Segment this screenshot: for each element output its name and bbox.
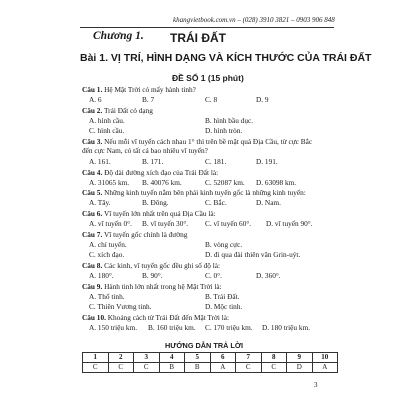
question-label: Câu 10. — [82, 313, 106, 322]
question-9 — [82, 282, 222, 291]
question-4-option-c: C. 52087 km. — [205, 178, 245, 187]
question-2-option-c: C. hình cầu. — [89, 126, 125, 135]
question-7-option-c: C. xích đạo. — [89, 250, 125, 259]
test-title: ĐỀ SỐ 1 (15 phút) — [172, 73, 244, 83]
question-4 — [82, 168, 218, 177]
question-10-option-c: C. 170 triệu km. — [205, 323, 253, 332]
question-3-option-c: C. 181. — [205, 157, 227, 166]
question-label: Câu 7. — [82, 230, 103, 239]
page-header: khangvietbook.com.vn – (028) 3910 3821 – 0903 906 848 — [173, 16, 335, 24]
answer-value: D — [287, 363, 313, 373]
question-2 — [82, 106, 153, 115]
question-label: Câu 6. — [82, 209, 103, 218]
question-8-option-a: A. 180°. — [89, 271, 114, 280]
question-2-option-d: D. hình tròn. — [205, 126, 243, 135]
question-1-option-a: A. 6 — [89, 95, 102, 104]
question-5-option-d: D. Nam. — [256, 198, 281, 207]
question-label: Câu 1. — [82, 85, 103, 94]
lesson-title: Bài 1. VỊ TRÍ, HÌNH DẠNG VÀ KÍCH THƯỚC CỦA TRÁI ĐẤT — [80, 52, 372, 64]
answer-number: 1 — [83, 353, 109, 363]
question-label: Câu 5. — [82, 188, 103, 197]
question-8-option-d: D. 360°. — [256, 271, 281, 280]
answer-number: 2 — [108, 353, 134, 363]
question-8-option-c: C. 0°. — [205, 271, 222, 280]
answer-key-numbers-row — [83, 353, 338, 363]
question-label: Câu 2. — [82, 106, 103, 115]
answer-number: 9 — [287, 353, 313, 363]
question-5-option-b: B. Đông. — [142, 198, 169, 207]
question-text: Vĩ tuyến gốc chính là đường — [103, 230, 188, 239]
question-5 — [82, 188, 306, 197]
answer-value: C — [261, 363, 287, 373]
question-10-option-a: A. 150 triệu km. — [89, 323, 138, 332]
question-3-option-b: B. 171. — [142, 157, 164, 166]
question-8 — [82, 261, 220, 270]
question-4-option-b: B. 40076 km. — [142, 178, 182, 187]
question-9-option-a: A. Thổ tinh. — [89, 292, 125, 301]
question-1-option-b: B. 7 — [142, 95, 155, 104]
question-label: Câu 3. — [82, 137, 103, 146]
question-2-option-a: A. hình cầu. — [89, 116, 125, 125]
question-7-option-a: A. chí tuyến. — [89, 240, 127, 249]
question-text: Trái Đất có dạng — [103, 106, 153, 115]
answer-value: C — [108, 363, 134, 373]
question-text: Những kinh tuyến nằm bên phải kinh tuyến gốc là những kinh tuyến: — [104, 188, 306, 197]
question-7-option-d: D. đi qua đài thiên văn Grin-uýt. — [205, 250, 301, 259]
question-8-option-b: B. 90°. — [142, 271, 163, 280]
answer-number: 7 — [236, 353, 262, 363]
answer-value: C — [83, 363, 109, 373]
answer-number: 6 — [210, 353, 236, 363]
answer-key-values-row — [83, 363, 338, 373]
answer-number: 8 — [261, 353, 287, 363]
question-text: Các kinh, vĩ tuyến gốc đều ghi số độ là: — [104, 261, 221, 270]
question-9-option-c: C. Thiên Vương tinh. — [89, 302, 152, 311]
question-4-option-d: D. 63098 km. — [256, 178, 297, 187]
answer-value: C — [236, 363, 262, 373]
question-5-option-a: A. Tây. — [89, 198, 111, 207]
question-7-option-b: B. vòng cực. — [205, 240, 243, 249]
question-text: Độ dài đường xích đạo của Trái Đất là: — [104, 168, 219, 177]
question-9-option-d: D. Mộc tinh. — [205, 302, 243, 311]
question-7 — [82, 230, 187, 239]
answer-value: A — [210, 363, 236, 373]
question-text: Hệ Mặt Trời có mấy hành tinh? — [104, 85, 196, 94]
question-text: Hành tinh lớn nhất trong hệ Mặt Trời là: — [104, 282, 222, 291]
answer-number: 3 — [134, 353, 160, 363]
question-10-option-b: B. 160 triệu km. — [148, 323, 196, 332]
question-label: Câu 9. — [82, 282, 103, 291]
question-6 — [82, 209, 216, 218]
question-label: Câu 4. — [82, 168, 103, 177]
question-text: Nếu mỗi vĩ tuyến cách nhau 1° thì trên bề mặt quả Địa Cầu, từ cực Bắc — [104, 137, 313, 146]
answer-number: 5 — [185, 353, 211, 363]
question-2-option-b: B. hình bầu dục. — [205, 116, 254, 125]
chapter-label: Chương 1. — [93, 30, 144, 42]
question-3-continued: đến cực Nam, có tất cả bao nhiêu vĩ tuyến? — [82, 146, 208, 155]
question-text: Khoảng cách từ Trái Đất đến Mặt Trời là: — [107, 313, 230, 322]
question-4-option-a: A. 31065 km. — [89, 178, 130, 187]
question-6-option-c: C. vĩ tuyến 60°. — [205, 219, 252, 228]
question-3 — [82, 137, 312, 146]
answer-value: A — [312, 363, 338, 373]
question-5-option-c: C. Bắc. — [205, 198, 227, 207]
question-10-option-d: D. 180 triệu km. — [262, 323, 311, 332]
question-6-option-b: B. vĩ tuyến 30°. — [142, 219, 189, 228]
question-1 — [82, 85, 196, 94]
question-9-option-b: B. Trái Đất. — [205, 292, 240, 301]
answer-value: B — [185, 363, 211, 373]
answer-value: C — [134, 363, 160, 373]
header-rule — [80, 27, 334, 28]
chapter-title: TRÁI ĐẤT — [170, 31, 226, 45]
question-text: Vĩ tuyến lớn nhất trên quả Địa Cầu là: — [103, 209, 216, 218]
page-number: 3 — [314, 381, 318, 389]
answer-value: B — [159, 363, 185, 373]
question-6-option-d: D. vĩ tuyến 90°. — [266, 219, 313, 228]
answer-key-table — [82, 352, 338, 373]
question-3-option-a: A. 161. — [89, 157, 111, 166]
question-1-option-d: D. 9 — [256, 95, 269, 104]
question-10 — [82, 313, 229, 322]
answer-number: 10 — [312, 353, 338, 363]
question-label: Câu 8. — [82, 261, 103, 270]
answer-key-title: HƯỚNG DẪN TRẢ LỜI — [165, 341, 244, 350]
question-1-option-c: C. 8 — [205, 95, 218, 104]
answer-number: 4 — [159, 353, 185, 363]
question-6-option-a: A. vĩ tuyến 0°. — [89, 219, 132, 228]
question-3-option-d: D. 191. — [256, 157, 278, 166]
